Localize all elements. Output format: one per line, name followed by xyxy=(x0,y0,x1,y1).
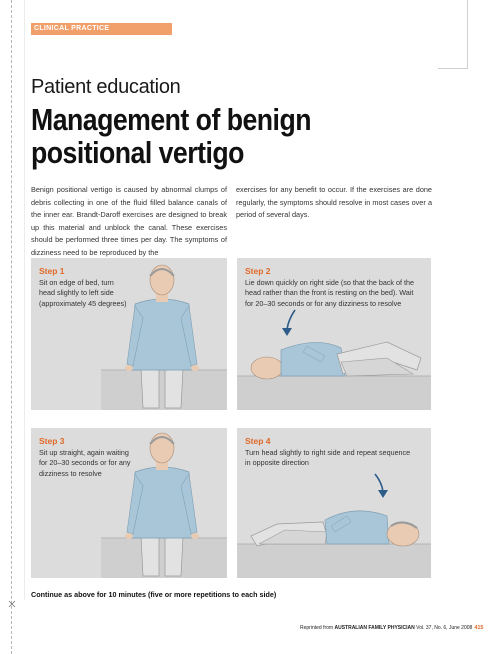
step-4-panel xyxy=(237,428,431,578)
step-2-text: Lie down quickly on right side (so that the back of the head rather than the front is resting on the bed). Wait for 20–30 seconds or for any dizziness to resolve xyxy=(245,278,415,308)
step-4-text: Turn head slightly to right side and repeat sequence in opposite direction xyxy=(245,448,411,468)
step-3-panel xyxy=(31,428,227,578)
footer-note: Continue as above for 10 minutes (five or more repetitions to each side) xyxy=(31,590,277,599)
corner-rule-vertical xyxy=(467,0,468,69)
step-1-heading: Step 1 xyxy=(39,266,65,276)
section-label: CLINICAL PRACTICE xyxy=(34,25,110,32)
step-2-panel xyxy=(237,258,431,410)
reprint-credit xyxy=(300,625,484,631)
step-2-heading: Step 2 xyxy=(245,266,271,276)
step-3-text: Sit up straight, again waiting for 20–30 seconds or for any dizziness to resolve xyxy=(39,448,131,478)
article-title: Management of benign positional vertigo xyxy=(31,102,311,170)
section-label-tab xyxy=(31,23,172,35)
step-1-panel xyxy=(31,258,227,410)
credit-issue: Vol. 37, No. 6, June 2008 xyxy=(414,625,473,631)
gutter-line xyxy=(24,0,25,600)
intro-column-1: Benign positional vertigo is caused by abnormal clumps of debris collecting in one of the fluid filled balance canals of the inner ear. Brandt-Daroff exercises are designed to break up this material and unblock the canal. These exercises should be performed three times per day. The symptoms of dizziness need to be reproduced by the xyxy=(31,185,227,257)
scissors-icon xyxy=(8,600,16,608)
article-kicker: Patient education xyxy=(31,76,181,98)
step-1-text: Sit on edge of bed, turn head slightly to left side (approximately 45 degrees) xyxy=(39,278,127,308)
corner-rule-horizontal xyxy=(438,68,468,69)
margin-trim-line xyxy=(11,0,12,654)
credit-prefix: Reprinted from xyxy=(300,625,335,631)
step-4-heading: Step 4 xyxy=(245,436,271,446)
credit-journal: AUSTRALIAN FAMILY PHYSICIAN xyxy=(334,625,415,631)
step-3-heading: Step 3 xyxy=(39,436,65,446)
intro-column-2: exercises for any benefit to occur. If the exercises are done regularly, the symptoms should resolve in most cases over a period of several days. xyxy=(236,185,432,220)
page-number: 415 xyxy=(474,625,484,631)
